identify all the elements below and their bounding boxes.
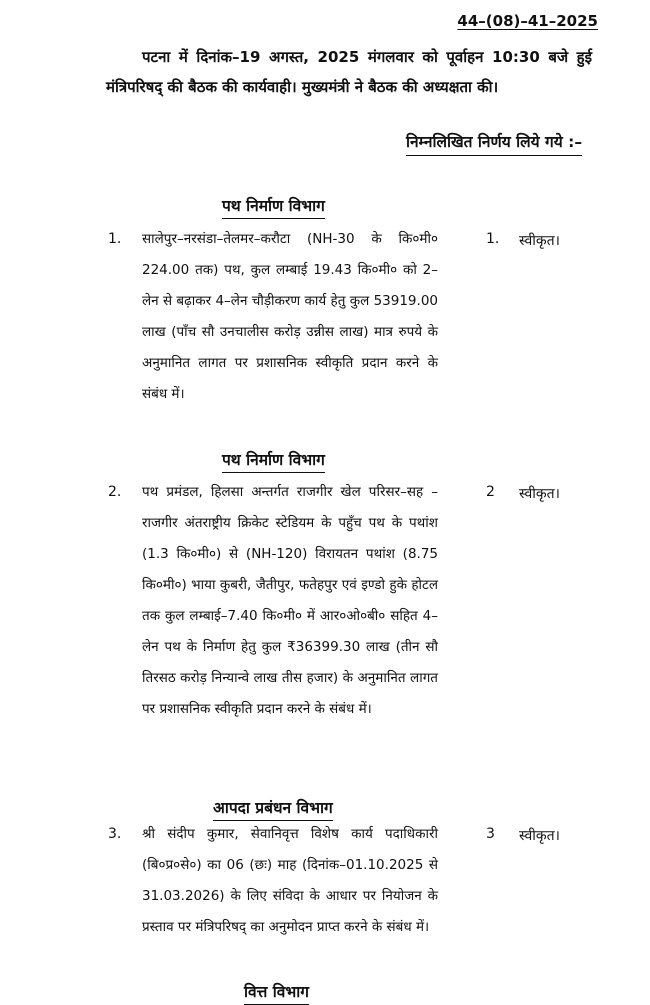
item-text: पथ प्रमंडल, हिलसा अन्तर्गत राजगीर खेल परिसर–सह –राजगीर अंतराष्ट्रीय क्रिकेट स्टेडियम के पहुँच पथ के पथांश (1.3 कि०मी०) से (NH-120) विरायतन पथांश (8.75 कि०मी०) भाया कुबरी, जैतीपुर, फतेहपुर एवं इण्डो हुके होटल तक कुल लम्बाई–7.40 कि०मी० में आर०ओ०बी० सहित 4–लेन पथ के निर्माण हेतु कुल ₹36399.30 लाख (तीन सौ तिरसठ करोड़ निन्यान्वे लाख तीस हजार) के अनुमानित लागत पर प्रशासनिक स्वीकृति प्रदान करने के संबंध में।	[142, 484, 438, 717]
intro-paragraph: पटना में दिनांक–19 अगस्त, 2025 मंगलवार को पूर्वाहन 10:30 बजे हुई मंत्रिपरिषद् की बैठक की कार्यवाही। मुख्यमंत्री ने बैठक की अध्यक्षता की।	[106, 48, 592, 96]
item-text: श्री संदीप कुमार, सेवानिवृत्त विशेष कार्य पदाधिकारी (बि०प्र०से०) का 06 (छः) माह (दिनांक–01.10.2025 से 31.03.2026) के लिए संविदा के आधार पर नियोजन के प्रस्ताव पर मंत्रिपरिषद् का अनुमोदन प्राप्त करने के संबंध में।	[142, 826, 438, 935]
department-heading: पथ निर्माण विभाग	[222, 448, 325, 473]
item-text: सालेपुर–नरसंडा–तेलमर–करौटा (NH-30 के कि०मी० 224.00 तक) पथ, कुल लम्बाई 19.43 कि०मी० को 2–लेन से बढ़ाकर 4–लेन चौड़ीकरण कार्य हेतु कुल 53919.00 लाख (पाँच सौ उनचालीस करोड़ उन्नीस लाख) मात्र रुपये के अनुमानित लागत पर प्रशासनिक स्वीकृति प्रदान करने के संबंध में।	[142, 231, 438, 402]
item-number: 2.	[108, 484, 122, 500]
result-status: स्वीकृत।	[519, 486, 560, 502]
reference-number: 44–(08)–41–2025	[457, 12, 598, 30]
department-heading: आपदा प्रबंधन विभाग	[213, 796, 333, 821]
result-number: 2	[486, 484, 495, 500]
department-heading: पथ निर्माण विभाग	[222, 194, 325, 219]
result-status: स्वीकृत।	[519, 828, 560, 844]
item-number: 1.	[108, 231, 122, 247]
decisions-heading: निम्नलिखित निर्णय लिये गये :–	[406, 130, 582, 156]
result-status: स्वीकृत।	[519, 233, 560, 249]
department-heading: वित्त विभाग	[244, 980, 309, 1005]
result-number: 3	[486, 826, 495, 842]
item-number: 3.	[108, 826, 122, 842]
result-number: 1.	[486, 231, 500, 247]
